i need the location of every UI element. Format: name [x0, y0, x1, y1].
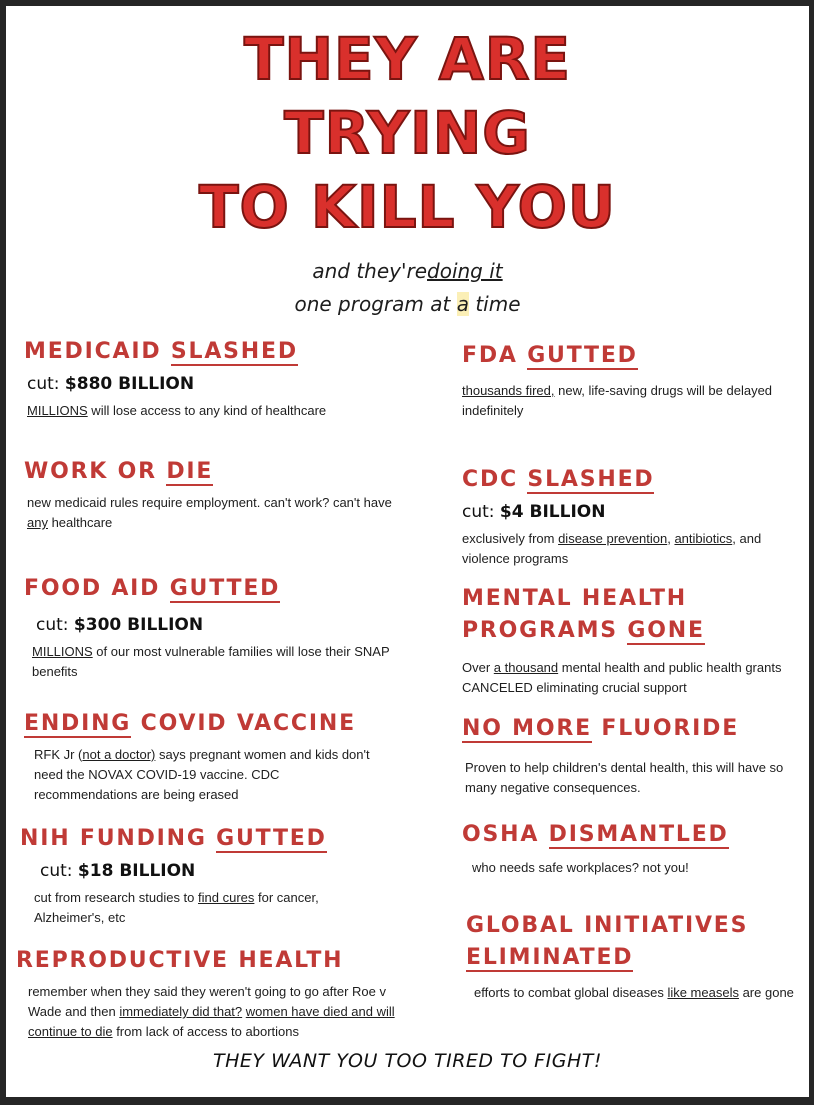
global-description: efforts to combat global diseases like measels are gone — [474, 985, 794, 1000]
nih-description: cut from research studies to find cures for cancer, Alzheimer's, etc — [34, 890, 319, 925]
nih-cut: cut: $18 BILLION — [40, 861, 196, 881]
medicaid-description: MILLIONS will lose access to any kind of healthcare — [27, 403, 327, 418]
subtitle-line-2 — [6, 290, 809, 318]
section-fda — [462, 341, 809, 421]
global-heading-line-2: ELIMINATED — [466, 945, 634, 970]
mental-description: Over a thousand mental health and public health grants CANCELED eliminating crucial support — [462, 660, 782, 695]
nih-heading: NIH FUNDING GUTTED — [20, 826, 327, 851]
food-description: MILLIONS of our most vulnerable families will lose their SNAP benefits — [32, 644, 390, 679]
section-covid-vaccine — [24, 709, 414, 805]
work-description: new medicaid rules require employment. can't work? can't have any healthcare — [27, 495, 392, 530]
fda-description: thousands fired, new, life-saving drugs will be delayed indefinitely — [462, 383, 773, 418]
subtitle-highlight: a — [456, 292, 469, 316]
section-osha — [462, 820, 809, 878]
osha-description: who needs safe workplaces? not you! — [472, 860, 689, 875]
subtitle-text: time — [475, 292, 521, 316]
fluoride-heading: NO MORE FLUORIDE — [462, 716, 740, 741]
food-cut: cut: $300 BILLION — [36, 615, 204, 635]
global-heading-line-1: GLOBAL INITIATIVES — [466, 913, 749, 938]
covid-description: RFK Jr (not a doctor) says pregnant women and kids don't need the NOVAX COVID-19 vaccine. CDC recommendations are being erased — [34, 747, 370, 802]
medicaid-heading: MEDICAID SLASHED — [24, 339, 298, 364]
cdc-cut: cut: $4 BILLION — [462, 502, 606, 522]
title-line-1: THEY ARE — [243, 25, 572, 93]
subtitle-underlined: doing it — [427, 259, 503, 283]
section-work-or-die — [24, 457, 414, 533]
title-line-3: TO KILL YOU — [198, 173, 617, 241]
work-heading: WORK OR DIE — [24, 459, 214, 484]
fda-heading: FDA GUTTED — [462, 343, 638, 368]
food-heading: FOOD AID GUTTED — [24, 576, 281, 601]
section-fluoride — [462, 714, 809, 798]
covid-heading: ENDING COVID VACCINE — [24, 711, 356, 736]
subtitle-line-1 — [6, 257, 809, 285]
mental-heading-line-2: PROGRAMS GONE — [462, 618, 705, 643]
section-food-aid — [24, 574, 414, 682]
subtitle-text: and they're — [312, 259, 428, 283]
cdc-description: exclusively from disease prevention, antibiotics, and violence programs — [462, 531, 762, 566]
poster — [6, 6, 809, 1097]
footer-slogan: THEY WANT YOU TOO TIRED TO FIGHT! — [213, 1050, 602, 1072]
section-mental-health — [462, 584, 809, 698]
section-cdc — [462, 465, 809, 569]
cdc-heading: CDC SLASHED — [462, 467, 655, 492]
subtitle-text: one program at — [294, 292, 451, 316]
mental-heading-line-1: MENTAL HEALTH — [462, 586, 687, 611]
repro-heading: REPRODUCTIVE HEALTH — [16, 948, 344, 973]
section-reproductive-health — [16, 946, 406, 1042]
repro-description: remember when they said they weren't going to go after Roe v Wade and then immediately did that? women have died and will continue to die from lack of access to abortions — [28, 984, 395, 1039]
section-global-initiatives — [466, 911, 809, 1003]
section-medicaid — [24, 337, 414, 421]
medicaid-cut: cut: $880 BILLION — [27, 374, 195, 394]
title-line-2: TRYING — [284, 99, 531, 167]
section-nih — [20, 824, 410, 928]
osha-heading: OSHA DISMANTLED — [462, 822, 729, 847]
fluoride-description: Proven to help children's dental health, this will have so many negative consequences. — [465, 760, 784, 795]
